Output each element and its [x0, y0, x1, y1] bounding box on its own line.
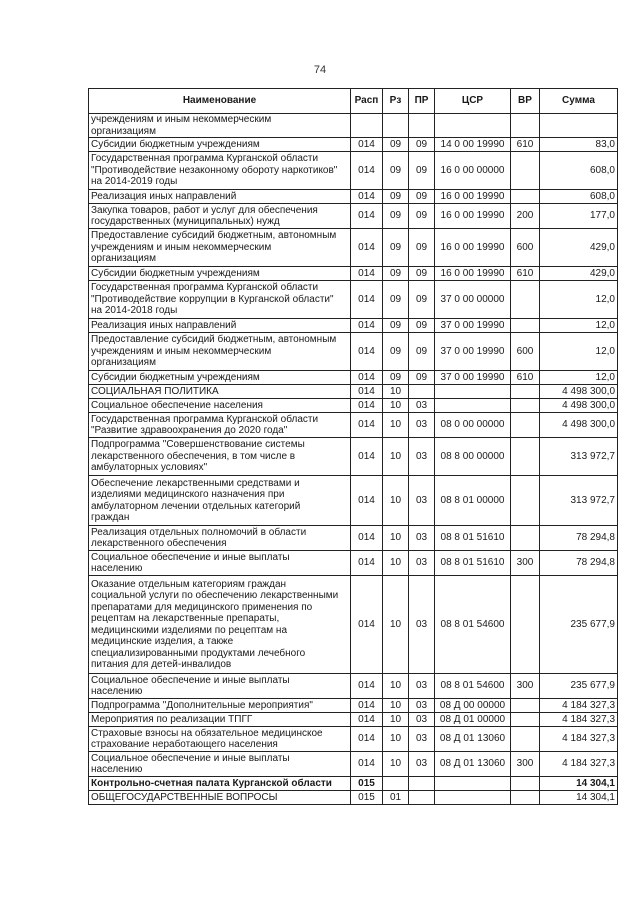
row-csr [435, 777, 511, 791]
table-body [89, 114, 618, 805]
row-rasp: 014 [351, 267, 383, 281]
row-rz: 09 [383, 267, 409, 281]
row-name: Предоставление субсидий бюджетным, автономным учреждениям и иным некоммерческим организациям [89, 333, 351, 371]
table-row [89, 114, 618, 138]
row-rasp: 014 [351, 319, 383, 333]
row-rasp: 014 [351, 190, 383, 204]
row-name: Субсидии бюджетным учреждениям [89, 371, 351, 385]
row-vr [511, 399, 540, 413]
row-name: Социальное обеспечение населения [89, 399, 351, 413]
row-rz: 10 [383, 413, 409, 438]
row-vr: 300 [511, 551, 540, 576]
table-row [89, 319, 618, 333]
row-name: СОЦИАЛЬНАЯ ПОЛИТИКА [89, 385, 351, 399]
row-vr: 200 [511, 204, 540, 229]
budget-table [88, 88, 618, 805]
row-csr: 08 Д 01 00000 [435, 713, 511, 727]
row-vr: 610 [511, 138, 540, 152]
table-row [89, 551, 618, 576]
row-csr: 14 0 00 19990 [435, 138, 511, 152]
row-rasp: 014 [351, 576, 383, 674]
table-row [89, 385, 618, 399]
row-name: Субсидии бюджетным учреждениям [89, 138, 351, 152]
header-rasp: Расп [351, 89, 383, 114]
row-sum: 235 677,9 [540, 674, 618, 699]
header-sum: Сумма [540, 89, 618, 114]
table-row [89, 152, 618, 190]
table-row [89, 777, 618, 791]
table-row [89, 699, 618, 713]
row-rz: 09 [383, 204, 409, 229]
table-header-row [89, 89, 618, 114]
row-rz: 10 [383, 526, 409, 551]
row-sum: 12,0 [540, 281, 618, 319]
row-csr: 16 0 00 19990 [435, 229, 511, 267]
row-rz [383, 114, 409, 138]
row-name: Закупка товаров, работ и услуг для обеспечения государственных (муниципальных) нужд [89, 204, 351, 229]
row-name: Обеспечение лекарственными средствами и изделиями медицинского назначения при амбулаторном лечении отдельных категорий граждан [89, 476, 351, 526]
row-csr: 08 Д 01 13060 [435, 727, 511, 752]
row-vr [511, 385, 540, 399]
row-sum: 12,0 [540, 371, 618, 385]
table-row [89, 526, 618, 551]
row-rasp: 014 [351, 281, 383, 319]
row-sum: 83,0 [540, 138, 618, 152]
row-sum: 78 294,8 [540, 551, 618, 576]
row-rz: 09 [383, 333, 409, 371]
row-rz: 09 [383, 371, 409, 385]
row-csr: 37 0 00 00000 [435, 281, 511, 319]
header-name: Наименование [89, 89, 351, 114]
table-row [89, 138, 618, 152]
table-row [89, 281, 618, 319]
row-pr [409, 777, 435, 791]
row-pr: 03 [409, 576, 435, 674]
row-csr: 37 0 00 19990 [435, 333, 511, 371]
row-vr: 300 [511, 752, 540, 777]
row-name: Реализация отдельных полномочий в области лекарственного обеспечения [89, 526, 351, 551]
row-rasp: 014 [351, 526, 383, 551]
row-vr [511, 526, 540, 551]
header-vr: ВР [511, 89, 540, 114]
row-rz: 09 [383, 190, 409, 204]
row-csr [435, 399, 511, 413]
row-sum: 313 972,7 [540, 476, 618, 526]
row-pr: 09 [409, 138, 435, 152]
row-vr [511, 791, 540, 805]
row-rasp: 015 [351, 791, 383, 805]
row-name: Субсидии бюджетным учреждениям [89, 267, 351, 281]
row-name: Государственная программа Курганской области "Противодействие незаконному обороту наркотиков" на 2014-2019 годы [89, 152, 351, 190]
row-vr [511, 727, 540, 752]
row-name: Социальное обеспечение и иные выплаты населению [89, 752, 351, 777]
row-rasp: 014 [351, 713, 383, 727]
row-rz: 01 [383, 791, 409, 805]
row-pr: 09 [409, 204, 435, 229]
header-rz: Рз [383, 89, 409, 114]
row-rz: 10 [383, 727, 409, 752]
row-rz: 10 [383, 713, 409, 727]
row-name: ОБЩЕГОСУДАРСТВЕННЫЕ ВОПРОСЫ [89, 791, 351, 805]
row-sum: 4 498 300,0 [540, 413, 618, 438]
row-vr: 610 [511, 371, 540, 385]
row-name: Подпрограмма "Совершенствование системы лекарственного обеспечения, в том числе в амбулаторных условиях" [89, 438, 351, 476]
row-sum: 429,0 [540, 229, 618, 267]
row-rz [383, 777, 409, 791]
row-csr: 08 8 01 00000 [435, 476, 511, 526]
row-rasp: 014 [351, 476, 383, 526]
row-csr: 08 8 01 54600 [435, 674, 511, 699]
table-row [89, 727, 618, 752]
row-pr: 03 [409, 413, 435, 438]
row-rz: 09 [383, 319, 409, 333]
row-pr: 03 [409, 399, 435, 413]
row-rz: 10 [383, 476, 409, 526]
row-vr [511, 281, 540, 319]
row-csr: 08 8 01 51610 [435, 526, 511, 551]
row-vr: 610 [511, 267, 540, 281]
row-pr: 03 [409, 438, 435, 476]
row-vr [511, 190, 540, 204]
row-sum: 14 304,1 [540, 777, 618, 791]
row-vr [511, 476, 540, 526]
page-number: 74 [313, 64, 327, 76]
row-vr [511, 152, 540, 190]
row-name: учреждениям и иным некоммерческим организациям [89, 114, 351, 138]
row-rz: 10 [383, 385, 409, 399]
header-csr: ЦСР [435, 89, 511, 114]
row-pr: 03 [409, 674, 435, 699]
row-sum: 4 184 327,3 [540, 727, 618, 752]
row-sum: 12,0 [540, 333, 618, 371]
row-csr: 16 0 00 00000 [435, 152, 511, 190]
row-rasp: 014 [351, 752, 383, 777]
row-vr [511, 438, 540, 476]
row-rz: 09 [383, 138, 409, 152]
row-rasp: 014 [351, 699, 383, 713]
table-row [89, 752, 618, 777]
row-pr: 03 [409, 699, 435, 713]
row-vr [511, 699, 540, 713]
table-row [89, 190, 618, 204]
row-vr: 600 [511, 333, 540, 371]
row-pr: 09 [409, 190, 435, 204]
row-pr [409, 114, 435, 138]
row-rasp: 014 [351, 229, 383, 267]
table-row [89, 399, 618, 413]
table-row [89, 229, 618, 267]
row-rz: 10 [383, 438, 409, 476]
row-name: Государственная программа Курганской области "Развитие здравоохранения до 2020 года" [89, 413, 351, 438]
row-rz: 09 [383, 152, 409, 190]
row-rasp: 014 [351, 551, 383, 576]
table-row [89, 371, 618, 385]
row-sum: 4 184 327,3 [540, 713, 618, 727]
row-rz: 10 [383, 576, 409, 674]
row-rz: 09 [383, 281, 409, 319]
row-rz: 10 [383, 699, 409, 713]
row-pr: 09 [409, 319, 435, 333]
row-csr [435, 385, 511, 399]
row-csr: 16 0 00 19990 [435, 190, 511, 204]
row-name: Социальное обеспечение и иные выплаты населению [89, 551, 351, 576]
row-rasp: 015 [351, 777, 383, 791]
row-pr: 09 [409, 229, 435, 267]
row-pr: 09 [409, 281, 435, 319]
row-pr: 03 [409, 551, 435, 576]
header-pr: ПР [409, 89, 435, 114]
row-csr: 16 0 00 19990 [435, 267, 511, 281]
table-row [89, 438, 618, 476]
row-rasp: 014 [351, 204, 383, 229]
row-name: Предоставление субсидий бюджетным, автономным учреждениям и иным некоммерческим организациям [89, 229, 351, 267]
row-rz: 09 [383, 229, 409, 267]
row-pr [409, 791, 435, 805]
table-row [89, 333, 618, 371]
row-rasp [351, 114, 383, 138]
row-sum: 4 498 300,0 [540, 385, 618, 399]
row-sum [540, 114, 618, 138]
row-name: Оказание отдельным категориям граждан социальной услуги по обеспечению лекарственными препаратами для медицинского применения по рецептам на лекарственные препараты, медицинскими изделиями по рецептам на медицинские изделия, а также специализированными продуктами лечебного питания для детей-инвалидов [89, 576, 351, 674]
row-pr: 09 [409, 371, 435, 385]
row-rasp: 014 [351, 385, 383, 399]
row-name: Социальное обеспечение и иные выплаты населению [89, 674, 351, 699]
row-rasp: 014 [351, 399, 383, 413]
row-rz: 10 [383, 674, 409, 699]
table-row [89, 204, 618, 229]
row-sum: 235 677,9 [540, 576, 618, 674]
row-rasp: 014 [351, 674, 383, 699]
row-sum: 313 972,7 [540, 438, 618, 476]
table-row [89, 476, 618, 526]
row-rasp: 014 [351, 371, 383, 385]
row-pr: 03 [409, 526, 435, 551]
row-pr: 03 [409, 752, 435, 777]
row-vr [511, 713, 540, 727]
row-vr [511, 319, 540, 333]
row-pr: 03 [409, 727, 435, 752]
row-rz: 10 [383, 551, 409, 576]
row-vr [511, 114, 540, 138]
row-rasp: 014 [351, 438, 383, 476]
table-row [89, 576, 618, 674]
table-row [89, 413, 618, 438]
row-pr: 03 [409, 713, 435, 727]
row-sum: 4 498 300,0 [540, 399, 618, 413]
row-csr: 08 8 00 00000 [435, 438, 511, 476]
table-row [89, 791, 618, 805]
row-rasp: 014 [351, 333, 383, 371]
row-name: Реализация иных направлений [89, 190, 351, 204]
row-name: Контрольно-счетная палата Курганской области [89, 777, 351, 791]
table-row [89, 674, 618, 699]
row-vr [511, 777, 540, 791]
table-row [89, 267, 618, 281]
row-pr: 09 [409, 333, 435, 371]
row-sum: 608,0 [540, 190, 618, 204]
row-name: Реализация иных направлений [89, 319, 351, 333]
row-sum: 429,0 [540, 267, 618, 281]
row-csr: 08 8 01 51610 [435, 551, 511, 576]
row-pr: 09 [409, 152, 435, 190]
row-csr: 08 Д 00 00000 [435, 699, 511, 713]
row-pr [409, 385, 435, 399]
row-name: Государственная программа Курганской области "Противодействие коррупции в Курганской области" на 2014-2018 годы [89, 281, 351, 319]
row-sum: 177,0 [540, 204, 618, 229]
row-pr: 03 [409, 476, 435, 526]
row-rz: 10 [383, 399, 409, 413]
row-vr: 600 [511, 229, 540, 267]
row-name: Страховые взносы на обязательное медицинское страхование неработающего населения [89, 727, 351, 752]
row-vr [511, 576, 540, 674]
row-sum: 12,0 [540, 319, 618, 333]
row-rasp: 014 [351, 152, 383, 190]
row-rasp: 014 [351, 138, 383, 152]
row-csr: 37 0 00 19990 [435, 319, 511, 333]
row-csr: 08 Д 01 13060 [435, 752, 511, 777]
row-sum: 608,0 [540, 152, 618, 190]
row-vr [511, 413, 540, 438]
table-row [89, 713, 618, 727]
row-csr: 16 0 00 19990 [435, 204, 511, 229]
row-csr: 08 8 01 54600 [435, 576, 511, 674]
row-rasp: 014 [351, 413, 383, 438]
row-sum: 4 184 327,3 [540, 752, 618, 777]
row-sum: 78 294,8 [540, 526, 618, 551]
row-name: Мероприятия по реализации ТПГГ [89, 713, 351, 727]
row-csr [435, 791, 511, 805]
row-rasp: 014 [351, 727, 383, 752]
row-rz: 10 [383, 752, 409, 777]
row-csr: 08 0 00 00000 [435, 413, 511, 438]
row-sum: 14 304,1 [540, 791, 618, 805]
row-csr [435, 114, 511, 138]
row-sum: 4 184 327,3 [540, 699, 618, 713]
row-pr: 09 [409, 267, 435, 281]
row-vr: 300 [511, 674, 540, 699]
row-csr: 37 0 00 19990 [435, 371, 511, 385]
row-name: Подпрограмма "Дополнительные мероприятия" [89, 699, 351, 713]
